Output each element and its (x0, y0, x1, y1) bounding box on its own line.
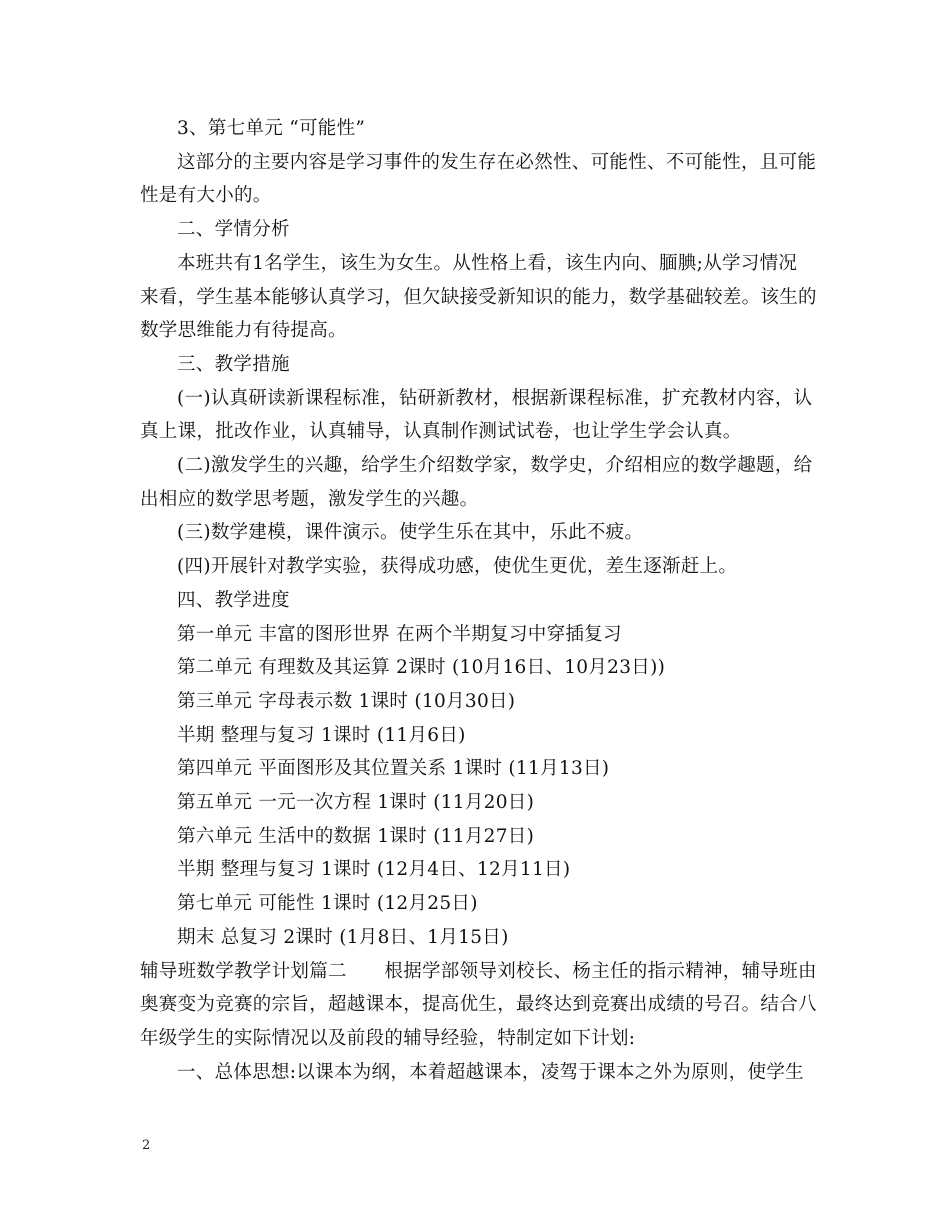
text-line: 3、第七单元 “可能性” (177, 118, 366, 139)
schedule-item: 期末 总复习 2课时 (1月8日、1月15日) (177, 926, 509, 948)
text-line: 真上课，批改作业，认真辅导，认真制作测试试卷，也让学生学会认真。 (140, 421, 742, 443)
page-number: 2 (142, 1138, 151, 1153)
schedule-item: 半期 整理与复习 1课时 (12月4日、12月11日) (177, 859, 571, 881)
text-line: 数学思维能力有待提高。 (140, 320, 347, 342)
text-line: 出相应的数学思考题，激发学生的兴趣。 (140, 488, 479, 510)
text-line: 这部分的主要内容是学习事件的发生存在必然性、可能性、不可能性，且可能 (177, 151, 817, 173)
section-heading: 四、教学进度 (177, 589, 290, 611)
text-line: 奥赛变为竞赛的宗旨，超越课本，提高优生，最终达到竞赛出成绩的号召。结合八 (140, 994, 817, 1016)
schedule-item: 第二单元 有理数及其运算 2课时 (10月16日、10月23日)) (177, 657, 666, 679)
text-line: 年级学生的实际情况以及前段的辅导经验，特制定如下计划: (140, 1027, 636, 1049)
text-line: (一)认真研读新课程标准，钻研新教材，根据新课程标准，扩充教材内容，认 (177, 387, 813, 409)
text-line: 来看，学生基本能够认真学习，但欠缺接受新知识的能力，数学基础较差。该生的 (140, 286, 817, 308)
text-line: (二)激发学生的兴趣，给学生介绍数学家，数学史，介绍相应的数学趣题，给 (177, 455, 813, 477)
text-line: 性是有大小的。 (140, 185, 272, 207)
text-line: 辅导班数学教学计划篇二 根据学部领导刘校长、杨主任的指示精神，辅导班由 (140, 960, 817, 982)
schedule-item: 第五单元 一元一次方程 1课时 (11月20日) (177, 792, 535, 814)
text-line: 一、总体思想:以课本为纲，本着超越课本，凌驾于课本之外为原则，使学生 (177, 1061, 804, 1083)
schedule-item: 第一单元 丰富的图形世界 在两个半期复习中穿插复习 (177, 623, 622, 645)
schedule-item: 第四单元 平面图形及其位置关系 1课时 (11月13日) (177, 758, 610, 780)
text-line: (四)开展针对教学实验，获得成功感，使优生更优，差生逐渐赶上。 (177, 556, 738, 578)
schedule-item: 半期 整理与复习 1课时 (11月6日) (177, 724, 466, 746)
schedule-item: 第三单元 字母表示数 1课时 (10月30日) (177, 690, 516, 712)
section-heading: 三、教学措施 (177, 353, 290, 375)
text-line: (三)数学建模，课件演示。使学生乐在其中，乐此不疲。 (177, 522, 644, 544)
schedule-item: 第七单元 可能性 1课时 (12月25日) (177, 893, 478, 915)
document-body (140, 112, 817, 1089)
text-line: 本班共有1名学生，该生为女生。从性格上看，该生内向、腼腆;从学习情况 (177, 252, 798, 274)
section-heading: 二、学情分析 (177, 219, 290, 241)
schedule-item: 第六单元 生活中的数据 1课时 (11月27日) (177, 825, 535, 847)
